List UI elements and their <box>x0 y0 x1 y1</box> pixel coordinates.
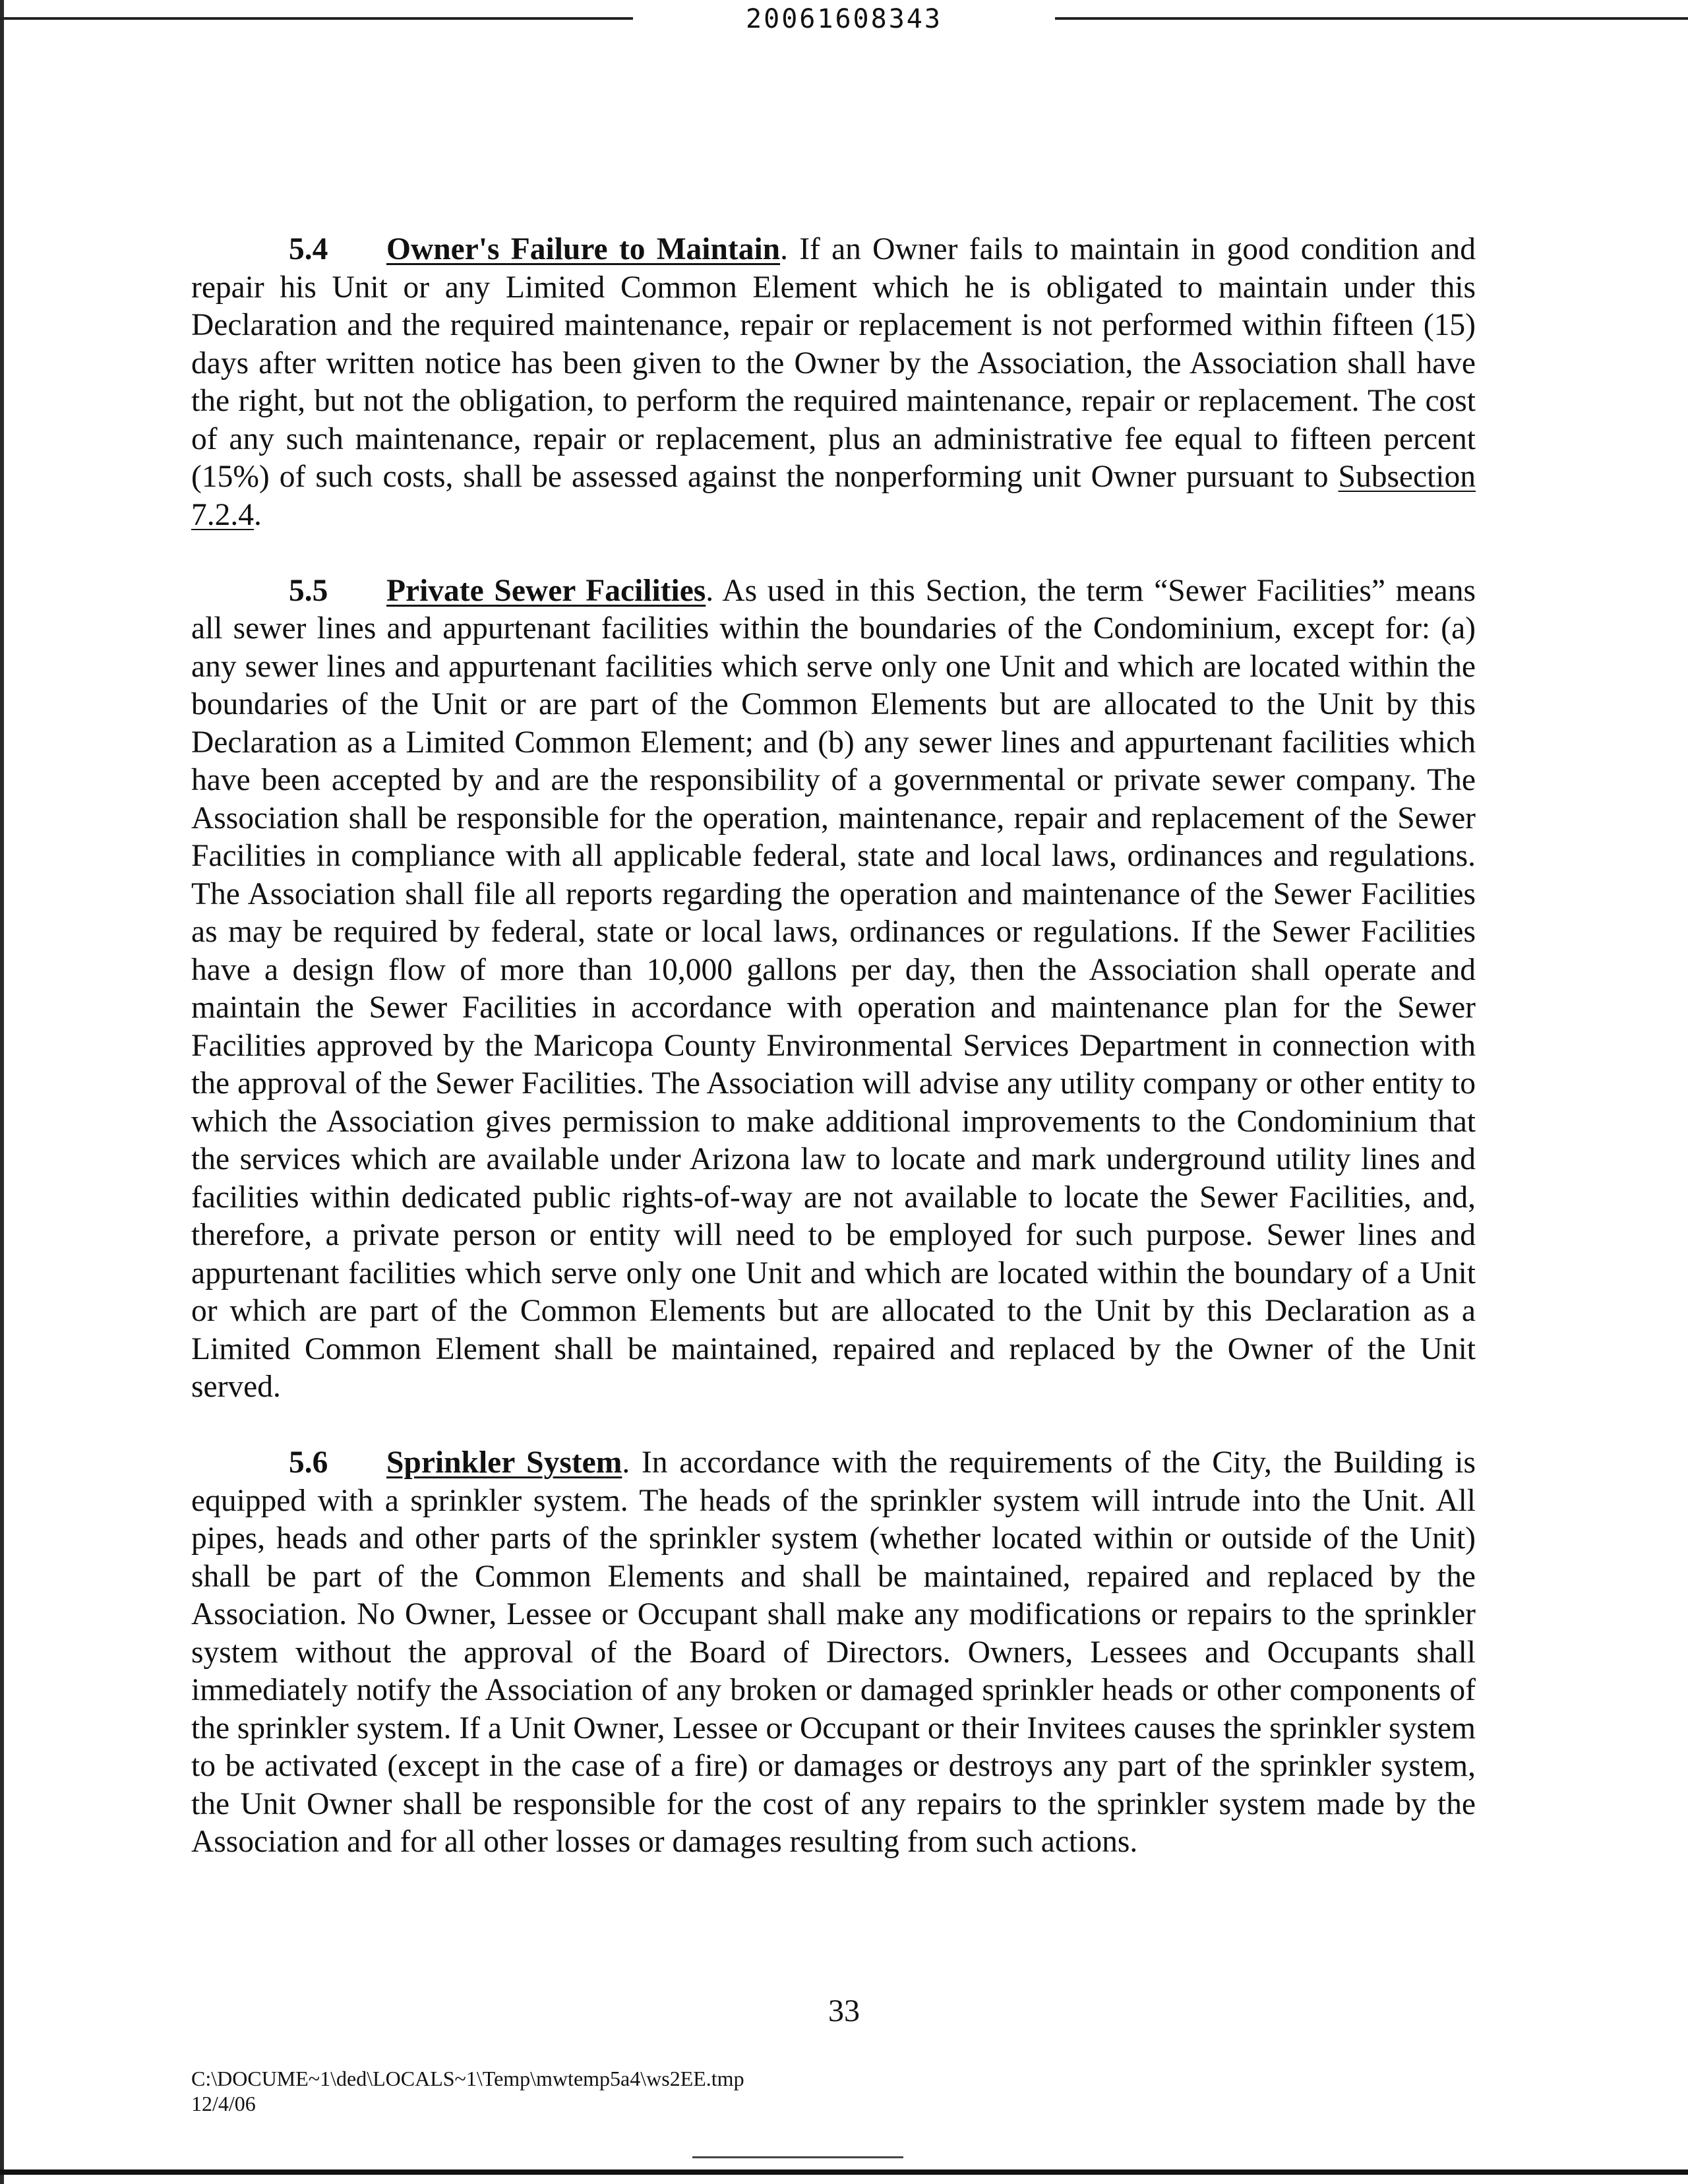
subsection-reference: Subsection 7.2.4 <box>191 460 1476 532</box>
footer-date: 12/4/06 <box>191 2092 256 2115</box>
scan-left-edge <box>0 0 4 2184</box>
page-number: 33 <box>828 1993 860 2028</box>
section-5-5 <box>191 572 1476 1407</box>
section-5-4 <box>191 231 1476 534</box>
recording-number: 20061608343 <box>746 4 942 34</box>
section-text-end: . <box>254 497 262 532</box>
section-title: Sprinkler System <box>386 1445 622 1480</box>
section-text: . If an Owner fails to maintain in good condition and repair his Unit or any Limited Common Element which he is obligated to maintain under this Declaration and the required maintenance, repair or replacement is not performed within fifteen (15) days after written notice has been given to the Owner by the Association, the Association shall have the right, but not the obligation, to perform the required maintenance, repair or replacement. The cost of any such maintenance, repair or replacement, plus an administrative fee equal to fifteen percent (15%) of such costs, shall be assessed against the nonperforming unit Owner pursuant to <box>191 232 1476 494</box>
section-number: 5.5 <box>289 573 328 608</box>
section-number: 5.6 <box>289 1445 328 1480</box>
document-body <box>191 231 1476 1899</box>
section-title: Private Sewer Facilities <box>386 573 706 608</box>
section-title: Owner's Failure to Maintain <box>386 232 781 266</box>
document-footer <box>191 2066 744 2116</box>
footer-file-path: C:\DOCUME~1\ded\LOCALS~1\Temp\mwtemp5a4\ws2EE.tmp <box>191 2067 744 2090</box>
section-5-6 <box>191 1444 1476 1862</box>
section-text: . As used in this Section, the term “Sewer Facilities” means all sewer lines and appurtenant facilities within the boundaries of the Condominium, except for: (a) any sewer lines and appurtenant facilities which serve only one Unit and which are located within the boundaries of the Unit or are part of the Common Elements but are allocated to the Unit by this Declaration as a Limited Common Element; and (b) any sewer lines and appurtenant facilities which have been accepted by and are the responsibility of a governmental or private sewer company. The Association shall be responsible for the operation, maintenance, repair and replacement of the Sewer Facilities in compliance with all applicable federal, state and local laws, ordinances and regulations. The Association shall file all reports regarding the operation and maintenance of the Sewer Facilities as may be required by federal, state or local laws, ordinances or regulations. If the Sewer Facilities have a design flow of more than 10,000 gallons per day, then the Association shall operate and maintain the Sewer Facilities in accordance with operation and maintenance plan for the Sewer Facilities approved by the Maricopa County Environmental Services Department in connection with the approval of the Sewer Facilities. The Association will advise any utility company or other entity to which the Association gives permission to make additional improvements to the Condominium that the services which are available under Arizona law to locate and mark underground utility lines and facilities within dedicated public rights-of-way are not available to locate the Sewer Facilities, and, therefore, a private person or entity will need to be employed for such purpose. Sewer lines and appurtenant facilities which serve only one Unit and which are located within the boundary of a Unit or which are part of the Common Elements but are allocated to the Unit by this Declaration as a Limited Common Element shall be maintained, repaired and replaced by the Owner of the Unit served. <box>191 573 1476 1404</box>
section-number: 5.4 <box>289 232 328 266</box>
scan-bottom-edge <box>0 2169 1688 2175</box>
scan-bottom-mark <box>692 2156 903 2158</box>
section-text: . In accordance with the requirements of the City, the Building is equipped with a sprinkler system. The heads of the sprinkler system will intrude into the Unit. All pipes, heads and other parts of the sprinkler system (whether located within or outside of the Unit) shall be part of the Common Elements and shall be maintained, repaired and replaced by the Association. No Owner, Lessee or Occupant shall make any modifications or repairs to the sprinkler system without the approval of the Board of Directors. Owners, Lessees and Occupants shall immediately notify the Association of any broken or damaged sprinkler heads or other components of the sprinkler system. If a Unit Owner, Lessee or Occupant or their Invitees causes the sprinkler system to be activated (except in the case of a fire) or damages or destroys any part of the sprinkler system, the Unit Owner shall be responsible for the cost of any repairs to the sprinkler system made by the Association and for all other losses or damages resulting from such actions. <box>191 1445 1476 1859</box>
